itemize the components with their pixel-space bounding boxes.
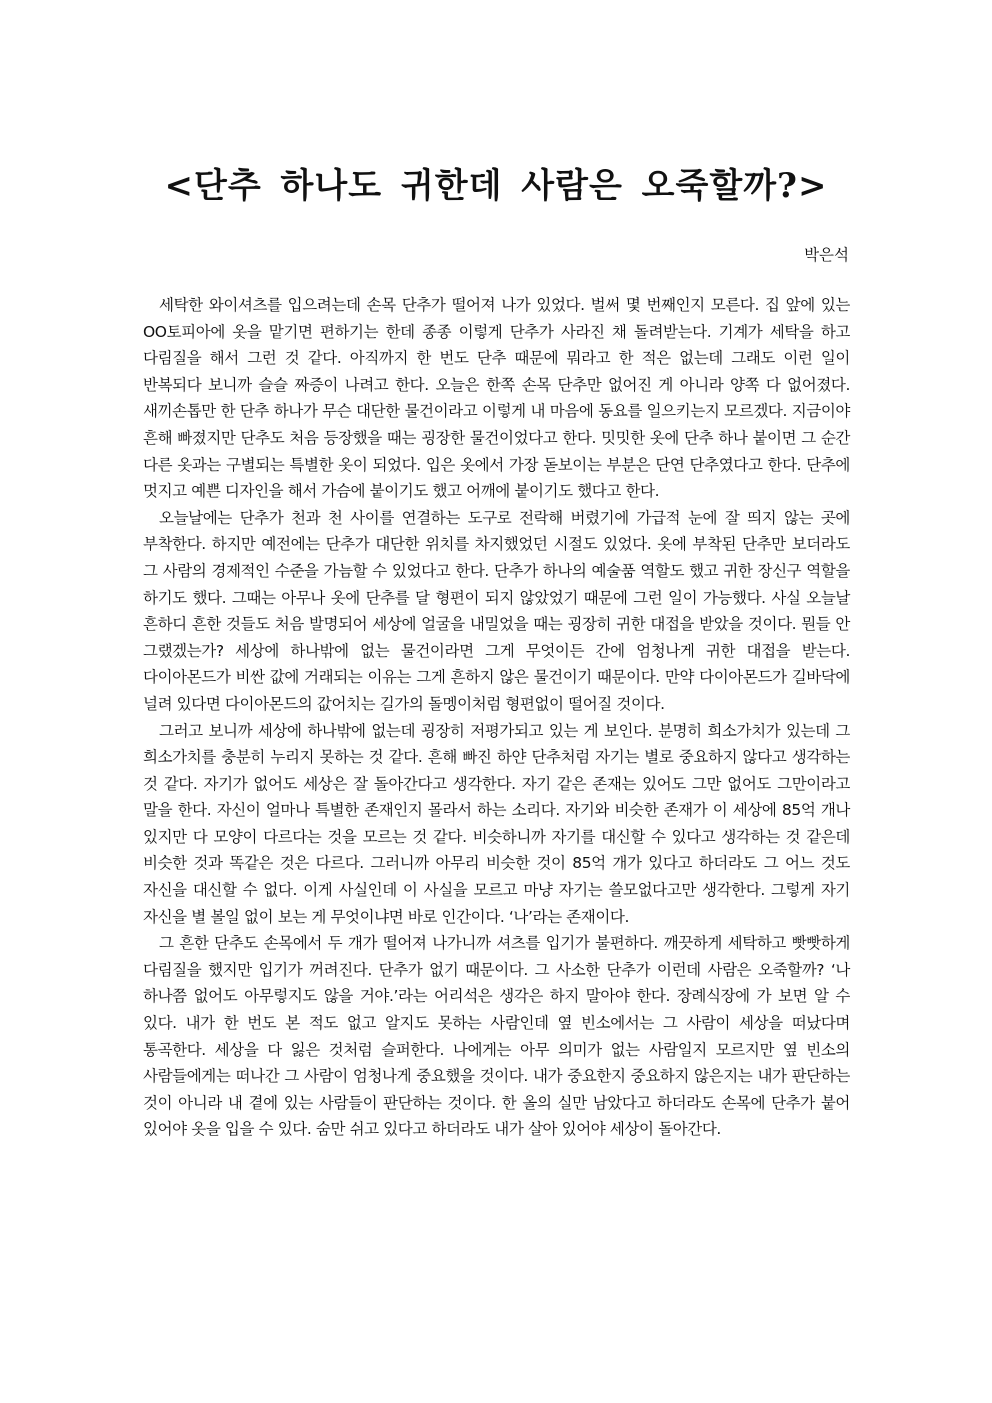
essay-title: <단추 하나도 귀한데 사람은 오죽할까?> [164, 166, 828, 206]
essay-body [143, 292, 850, 1143]
paragraph: 세탁한 와이셔츠를 입으려는데 손목 단추가 떨어져 나가 있었다. 벌써 몇 번째인지 모른다. 집 앞에 있는 OO토피아에 옷을 맡기면 편하기는 한데 종종 이렇게 단추가 사라진 채 돌려받는다. 기계가 세탁을 하고 다림질을 해서 그런 것 같다. 아직까지 한 번도 단추 때문에 뭐라고 한 적은 없는데 그래도 이런 일이 반복되다 보니까 슬슬 짜증이 나려고 한다. 오늘은 한쪽 손목 단추만 없어진 게 아니라 양쪽 다 없어졌다. 새끼손톱만 한 단추 하나가 무슨 대단한 물건이라고 이렇게 내 마음에 동요를 일으키는지 모르겠다. 지금이야 흔해 빠졌지만 단추도 처음 등장했을 때는 굉장한 물건이었다고 한다. 밋밋한 옷에 단추 하나 붙이면 그 순간 다른 옷과는 구별되는 특별한 옷이 되었다. 입은 옷에서 가장 돋보이는 부분은 단연 단추였다고 한다. 단추에 멋지고 예쁜 디자인을 해서 가슴에 붙이기도 했고 어깨에 붙이기도 했다고 한다. [143, 296, 850, 501]
paragraph: 그러고 보니까 세상에 하나밖에 없는데 굉장히 저평가되고 있는 게 보인다. 분명히 희소가치가 있는데 그 희소가치를 충분히 누리지 못하는 것 같다. 흔해 빠진 하얀 단추처럼 자기는 별로 중요하지 않다고 생각하는 것 같다. 자기가 없어도 세상은 잘 돌아간다고 생각한다. 자기 같은 존재는 있어도 그만 없어도 그만이라고 말을 한다. 자신이 얼마나 특별한 존재인지 몰라서 하는 소리다. 자기와 비슷한 존재가 이 세상에 85억 개나 있지만 다 모양이 다르다는 것을 모르는 것 같다. 비슷하니까 자기를 대신할 수 있다고 생각하는 것 같은데 비슷한 것과 똑같은 것은 다르다. 그러니까 아무리 비슷한 것이 85억 개가 있다고 하더라도 그 어느 것도 자신을 대신할 수 없다. 이게 사실인데 이 사실을 모르고 마냥 자기는 쓸모없다고만 생각한다. 그렇게 자기 자신을 별 볼일 없이 보는 게 무엇이냐면 바로 인간이다. ‘나’라는 존재이다. [143, 721, 850, 926]
paragraph: 오늘날에는 단추가 천과 천 사이를 연결하는 도구로 전락해 버렸기에 가급적 눈에 잘 띄지 않는 곳에 부착한다. 하지만 예전에는 단추가 대단한 위치를 차지했었던 시절도 있었다. 옷에 부착된 단추만 보더라도 그 사람의 경제적인 수준을 가늠할 수 있었다고 한다. 단추가 하나의 예술품 역할도 했고 귀한 장신구 역할을 하기도 했다. 그때는 아무나 옷에 단추를 달 형편이 되지 않았었기 때문에 그런 일이 가능했다. 사실 오늘날 흔하디 흔한 것들도 처음 발명되어 세상에 얼굴을 내밀었을 때는 굉장히 귀한 대접을 받았을 것이다. 뭔들 안 그랬겠는가? 세상에 하나밖에 없는 물건이라면 그게 무엇이든 간에 엄청나게 귀한 대접을 받는다. 다이아몬드가 비싼 값에 거래되는 이유는 그게 흔하지 않은 물건이기 때문이다. 만약 다이아몬드가 길바닥에 널려 있다면 다이아몬드의 값어치는 길가의 돌멩이처럼 형편없이 떨어질 것이다. [143, 508, 850, 713]
author-name: 박은석 [804, 246, 849, 264]
paragraph: 그 흔한 단추도 손목에서 두 개가 떨어져 나가니까 셔츠를 입기가 불편하다. 깨끗하게 세탁하고 빳빳하게 다림질을 했지만 입기가 꺼려진다. 단추가 없기 때문이다. 그 사소한 단추가 이런데 사람은 오죽할까? ‘나 하나쯤 없어도 아무렇지도 않을 거야.’라는 어리석은 생각은 하지 말아야 한다. 장례식장에 가 보면 알 수 있다. 내가 한 번도 본 적도 없고 알지도 못하는 사람인데 옆 빈소에서는 그 사람이 세상을 떠났다며 통곡한다. 세상을 다 잃은 것처럼 슬퍼한다. 나에게는 아무 의미가 없는 사람일지 모르지만 옆 빈소의 사람들에게는 떠나간 그 사람이 엄청나게 중요했을 것이다. 내가 중요한지 중요하지 않은지는 내가 판단하는 것이 아니라 내 곁에 있는 사람들이 판단하는 것이다. 한 올의 실만 남았다고 하더라도 손목에 단추가 붙어 있어야 옷을 입을 수 있다. 숨만 쉬고 있다고 하더라도 내가 살아 있어야 세상이 돌아간다. [143, 934, 850, 1139]
